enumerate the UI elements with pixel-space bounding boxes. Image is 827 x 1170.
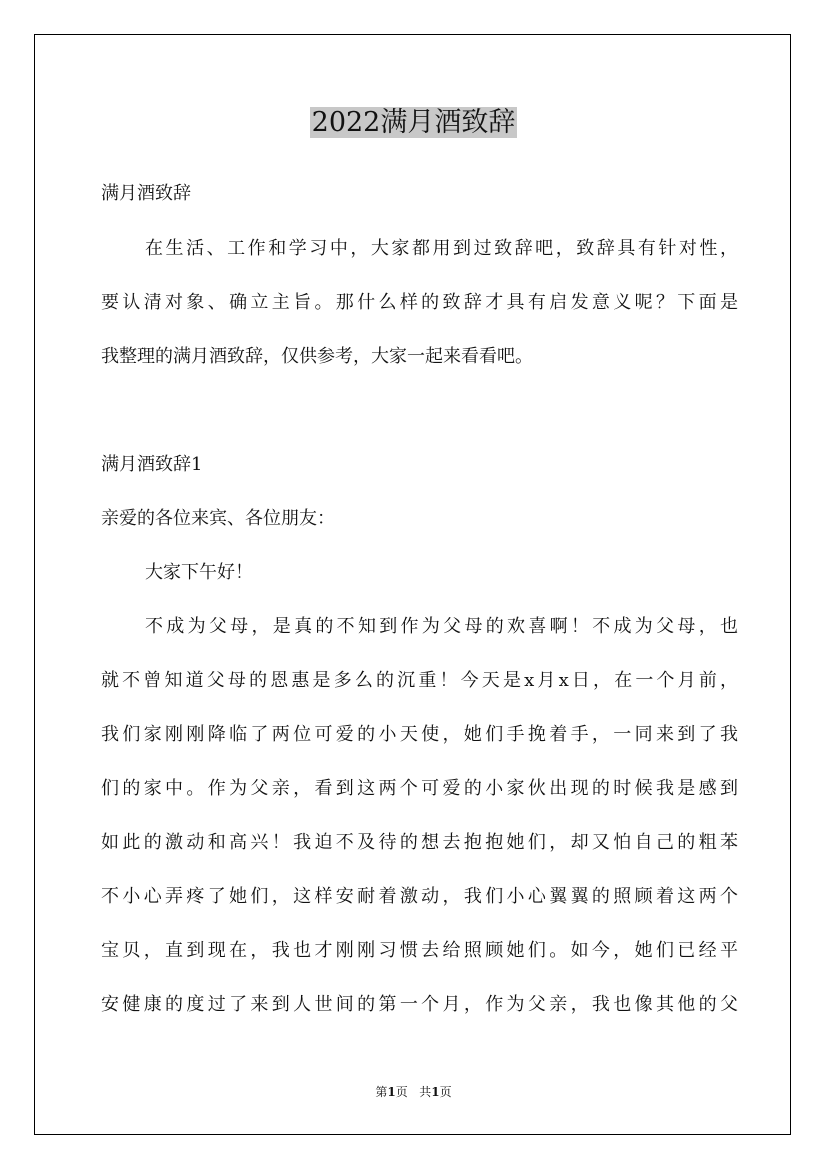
- footer-total-prefix: 共: [419, 1085, 432, 1099]
- paragraph-line: 就不曾知道父母的恩惠是多么的沉重！今天是x月x日，在一个月前，: [101, 670, 738, 691]
- paragraph-line: 在生活、工作和学习中，大家都用到过致辞吧，致辞具有针对性，: [145, 238, 738, 259]
- page-footer: [0, 1084, 827, 1100]
- paragraph-line: 如此的激动和高兴！我迫不及待的想去抱抱她们，却又怕自己的粗苯: [101, 832, 738, 853]
- paragraph-line: 不小心弄疼了她们，这样安耐着激动，我们小心翼翼的照顾着这两个: [101, 886, 738, 907]
- greeting-line: 大家下午好！: [145, 562, 253, 583]
- document-title-text: 2022满月酒致辞: [311, 107, 516, 138]
- paragraph-line: 我整理的满月酒致辞，仅供参考，大家一起来看看吧。: [101, 346, 533, 367]
- salutation-line: 亲爱的各位来宾、各位朋友：: [101, 508, 335, 529]
- section-heading: 满月酒致辞1: [101, 454, 203, 475]
- paragraph-line: 们的家中。作为父亲，看到这两个可爱的小家伙出现的时候我是感到: [101, 778, 738, 799]
- footer-total-number: 1: [431, 1085, 440, 1099]
- paragraph-line: 我们家刚刚降临了两位可爱的小天使，她们手挽着手，一同来到了我: [101, 724, 738, 745]
- paragraph-line: 安健康的度过了来到人世间的第一个月，作为父亲，我也像其他的父: [101, 994, 738, 1015]
- footer-page-prefix: 第: [375, 1085, 388, 1099]
- footer-page-number: 1: [387, 1085, 396, 1099]
- document-title: [0, 104, 827, 142]
- paragraph-line: 不成为父母，是真的不知到作为父母的欢喜啊！不成为父母，也: [145, 616, 738, 637]
- footer-total-suffix: 页: [439, 1085, 452, 1099]
- footer-page-suffix: 页: [395, 1085, 408, 1099]
- paragraph-line: 要认清对象、确立主旨。那什么样的致辞才具有启发意义呢？下面是: [101, 292, 738, 313]
- subtitle-line: 满月酒致辞: [101, 183, 191, 204]
- paragraph-line: 宝贝，直到现在，我也才刚刚习惯去给照顾她们。如今，她们已经平: [101, 940, 738, 961]
